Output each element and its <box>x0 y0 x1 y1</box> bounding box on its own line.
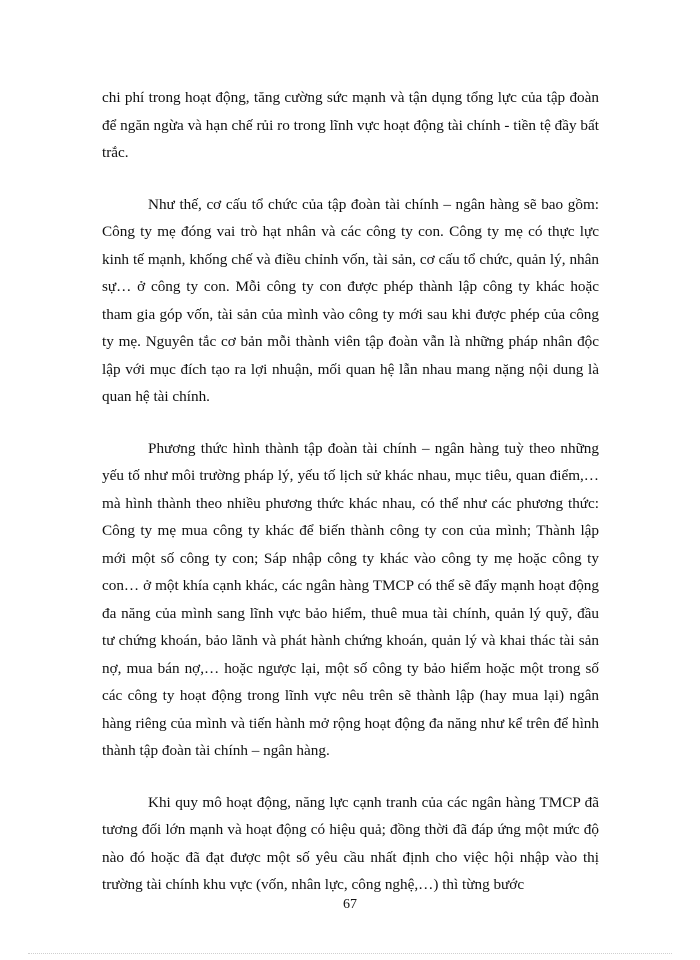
paragraph-organizational-structure: Như thế, cơ cấu tổ chức của tập đoàn tài chính – ngân hàng sẽ bao gồm: Công ty mẹ đóng vai trò hạt nhân và các công ty con. Công ty mẹ có thực lực kinh tế mạnh, khống chế và điều chỉnh vốn, tài sản, cơ cấu tổ chức, quản lý, nhân sự… ở công ty con. Mỗi công ty con được phép thành lập công ty khác hoặc tham gia góp vốn, tài sản của mình vào công ty mới sau khi được phép của công ty mẹ. Nguyên tắc cơ bản mỗi thành viên tập đoàn vẫn là những pháp nhân độc lập với mục đích tạo ra lợi nhuận, mối quan hệ lẫn nhau mang nặng nội dung là quan hệ tài chính. <box>102 195 599 405</box>
document-body <box>102 84 599 923</box>
paragraph-scale-and-integration: Khi quy mô hoạt động, năng lực cạnh tranh của các ngân hàng TMCP đã tương đối lớn mạnh và hoạt động có hiệu quả; đồng thời đã đáp ứng một mức độ nào đó hoặc đã đạt được một số yêu cầu nhất định cho việc hội nhập vào thị trường tài chính khu vực (vốn, nhân lực, công nghệ,…) thì từng bước <box>102 793 599 893</box>
paragraph-continuation: chi phí trong hoạt động, tăng cường sức mạnh và tận dụng tổng lực của tập đoàn để ngăn ngừa và hạn chế rủi ro trong lĩnh vực hoạt động tài chính - tiền tệ đầy bất trắc. <box>102 89 599 161</box>
paragraph-formation-methods: Phương thức hình thành tập đoàn tài chính – ngân hàng tuỳ theo những yếu tố như môi trường pháp lý, yếu tố lịch sử khác nhau, mục tiêu, quan điểm,… mà hình thành theo nhiều phương thức khác nhau, có thể như các phương thức: Công ty mẹ mua công ty khác để biến thành công ty con của mình; Thành lập mới một số công ty con; Sáp nhập công ty khác vào công ty mẹ hoặc công ty con… ở một khía cạnh khác, các ngân hàng TMCP có thể sẽ đẩy mạnh hoạt động đa năng của mình sang lĩnh vực bảo hiểm, thuê mua tài chính, quản lý quỹ, đầu tư chứng khoán, bảo lãnh và phát hành chứng khoán, quản lý và khai thác tài sản nợ, mua bán nợ,… hoặc ngược lại, một số công ty bảo hiểm hoặc một trong số các công ty hoạt động trong lĩnh vực nêu trên sẽ thành lập (hay mua lại) ngân hàng riêng của mình và tiến hành mở rộng hoạt động đa năng như kể trên để hình thành tập đoàn tài chính – ngân hàng. <box>102 439 599 759</box>
page-number: 67 <box>343 897 357 912</box>
page-bottom-divider <box>28 953 672 954</box>
